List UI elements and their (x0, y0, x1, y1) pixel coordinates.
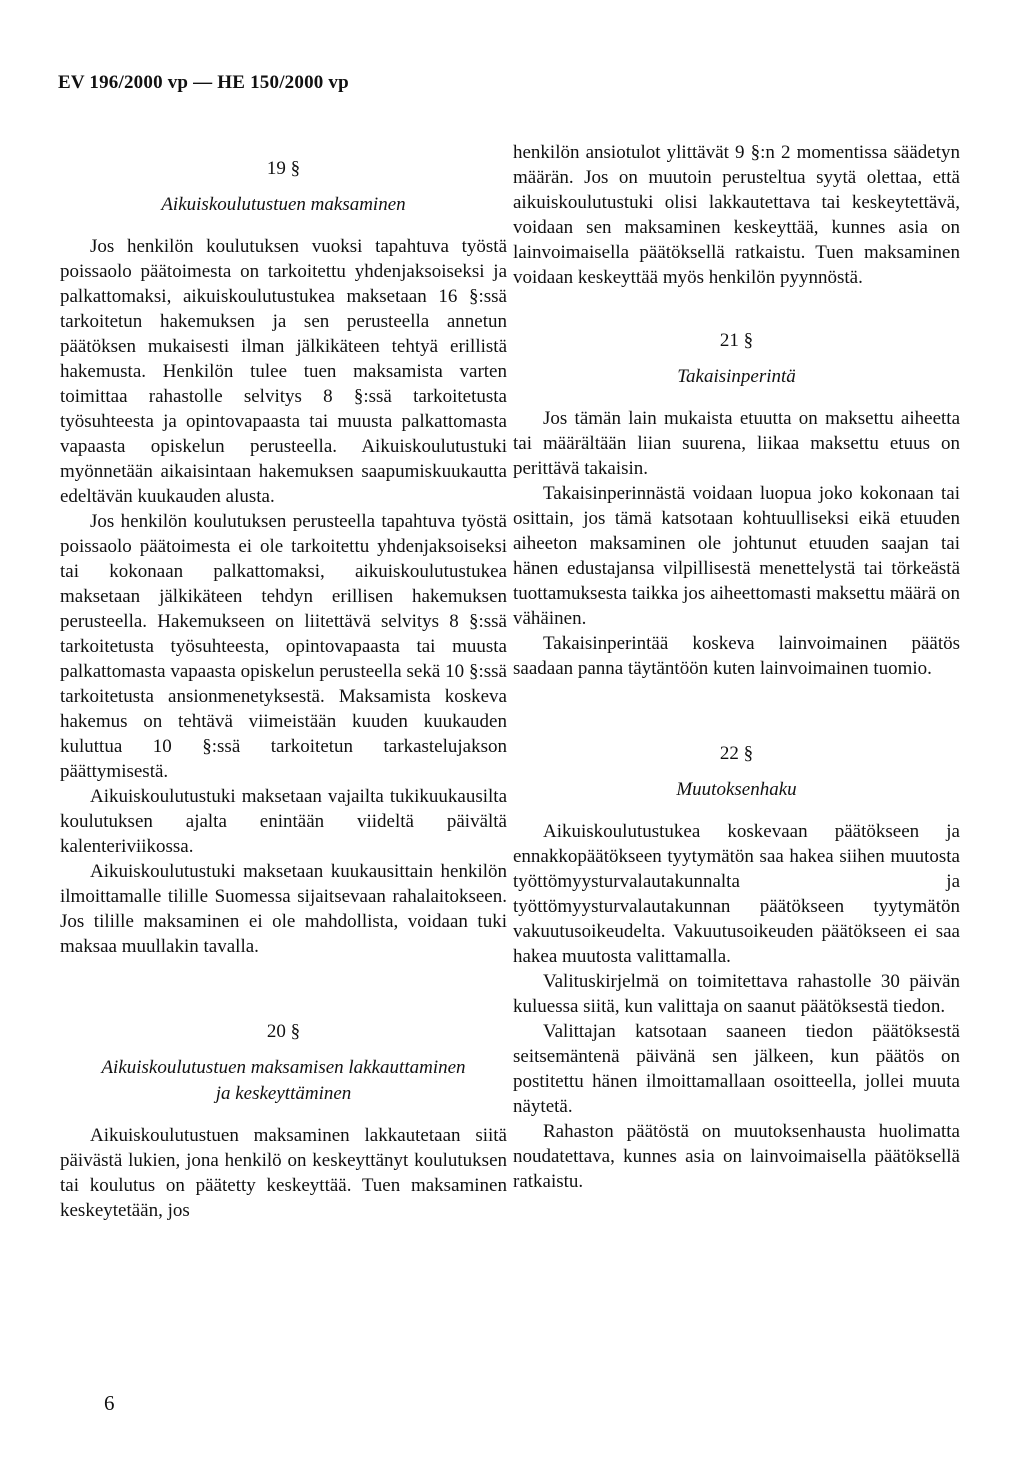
section-22-number: 22 § (719, 743, 754, 764)
section-20-paragraph: Aikuiskoulutustuen maksaminen lakkautetaan siitä päivästä lukien, jona henkilö on keskeyttänyt koulutuksen tai koulutus on päätetty keskeyttää. Tuen maksaminen keskeytetään, jos (60, 1125, 507, 1221)
section-20-continuation: henkilön ansiotulot ylittävät 9 §:n 2 momentissa säädetyn määrän. Jos on muutoin perusteltua syytä olettaa, että aikuiskoulutustuki olisi lakkautettava tai keskeytettävä, voidaan sen maksaminen keskeyttää, kunnes asia on lainvoimaisella päätöksellä ratkaistu. Tuen maksaminen voidaan keskeyttää myös henkilön pyynnöstä. (513, 142, 960, 288)
section-20-number: 20 § (266, 1021, 301, 1042)
section-19-title: Aikuiskoulutustuen maksaminen (161, 194, 406, 215)
left-column (60, 140, 507, 1223)
section-21-paragraph: Jos tämän lain mukaista etuutta on maksettu aiheetta tai määrältään liian suurena, liikaa maksettu etuus on perittävä takaisin. (513, 408, 960, 479)
section-19-paragraph: Aikuiskoulutustuki maksetaan kuukausittain henkilön ilmoittamalle tilille Suomessa sijaitsevaan rahalaitokseen. Jos tilille maksaminen ei ole mahdollista, voidaan tuki maksaa muullakin tavalla. (60, 861, 507, 957)
section-19-number: 19 § (266, 158, 301, 179)
section-20-title-line: Aikuiskoulutustuen maksamisen lakkauttaminen (101, 1057, 466, 1078)
section-20-title (60, 1055, 507, 1107)
section-22-paragraph: Aikuiskoulutustukea koskevaan päätökseen ja ennakkopäätökseen tyytymätön saa hakea siihen muutosta työttömyysturvalautakunnalta ja työttömyysturvalautakunnan päätökseen tyytymätön vakuutusoikeudelta. Vakuutusoikeuden päätökseen ei saa hakea muutosta valittamalla. (513, 821, 960, 967)
section-22-title: Muutoksenhaku (676, 779, 797, 800)
section-21-paragraph: Takaisinperintää koskeva lainvoimainen päätös saadaan panna täytäntöön kuten lainvoimainen tuomio. (513, 633, 960, 679)
section-21-paragraph: Takaisinperinnästä voidaan luopua joko kokonaan tai osittain, jos tämä katsotaan kohtuulliseksi eikä etuuden aiheeton maksaminen ole johtunut etuuden saajan tai hänen edustajansa vilpillisestä menettelystä tai törkeästä tuottamuksesta taikka jos aiheettomasti maksettu määrä on vähäinen. (513, 483, 960, 629)
section-22-paragraph: Rahaston päätöstä on muutoksenhausta huolimatta noudatettava, kunnes asia on lainvoimaisella päätöksellä ratkaistu. (513, 1121, 960, 1192)
section-20-title-line: ja keskeyttäminen (215, 1083, 352, 1104)
section-22-paragraph: Valittajan katsotaan saaneen tiedon päätöksestä seitsemäntenä päivänä sen jälkeen, kun päätös on postitettu hänen ilmoittamallaan osoitteella, jollei muuta näytetä. (513, 1021, 960, 1117)
section-19-paragraph: Jos henkilön koulutuksen vuoksi tapahtuva työstä poissaolo päätoimesta on tarkoitettu yhdenjaksoiseksi ja palkattomaksi, aikuiskoulutustukea maksetaan 16 §:ssä tarkoitetun hakemuksen ja sen perusteella annetun päätöksen mukaisesti ilman jälkikäteen tehtyä erillistä hakemusta. Henkilön tulee tuen maksamista varten toimittaa rahastolle selvitys 8 §:ssä tarkoitetusta työsuhteesta ja opintovapaasta tai muusta palkattomasta vapaasta opiskelun perusteella. Aikuiskoulutustuki myönnetään aikaisintaan hakemuksen saapumiskuukautta edeltävän kuukauden alusta. (60, 236, 507, 507)
section-21-number: 21 § (719, 330, 754, 351)
section-21-title: Takaisinperintä (677, 366, 796, 387)
page-number: 6 (104, 1391, 115, 1415)
running-header: EV 196/2000 vp — HE 150/2000 vp (58, 72, 349, 93)
section-19-paragraph: Aikuiskoulutustuki maksetaan vajailta tukikuukausilta koulutuksen ajalta enintään viideltä päivältä kalenteriviikossa. (60, 786, 507, 857)
right-column (513, 140, 960, 1194)
section-22-paragraph: Valituskirjelmä on toimitettava rahastolle 30 päivän kuluessa siitä, kun valittaja on saanut päätöksestä tiedon. (513, 971, 960, 1017)
section-19-paragraph: Jos henkilön koulutuksen perusteella tapahtuva työstä poissaolo päätoimesta ei ole tarkoitettu yhdenjaksoiseksi tai kokonaan palkattomaksi, aikuiskoulutustukea maksetaan jälkikäteen tehdyn erillisen hakemuksen perusteella. Hakemukseen on liitettävä selvitys 8 §:ssä tarkoitetusta työsuhteesta, opintovapaasta tai muusta palkattomasta vapaasta opiskelun perusteella sekä 10 §:ssä tarkoitetusta ansionmenetyksestä. Maksamista koskeva hakemus on tehtävä viimeistään kuuden kuukauden kuluttua 10 §:ssä tarkoitetun tarkastelujakson päättymisestä. (60, 511, 507, 782)
